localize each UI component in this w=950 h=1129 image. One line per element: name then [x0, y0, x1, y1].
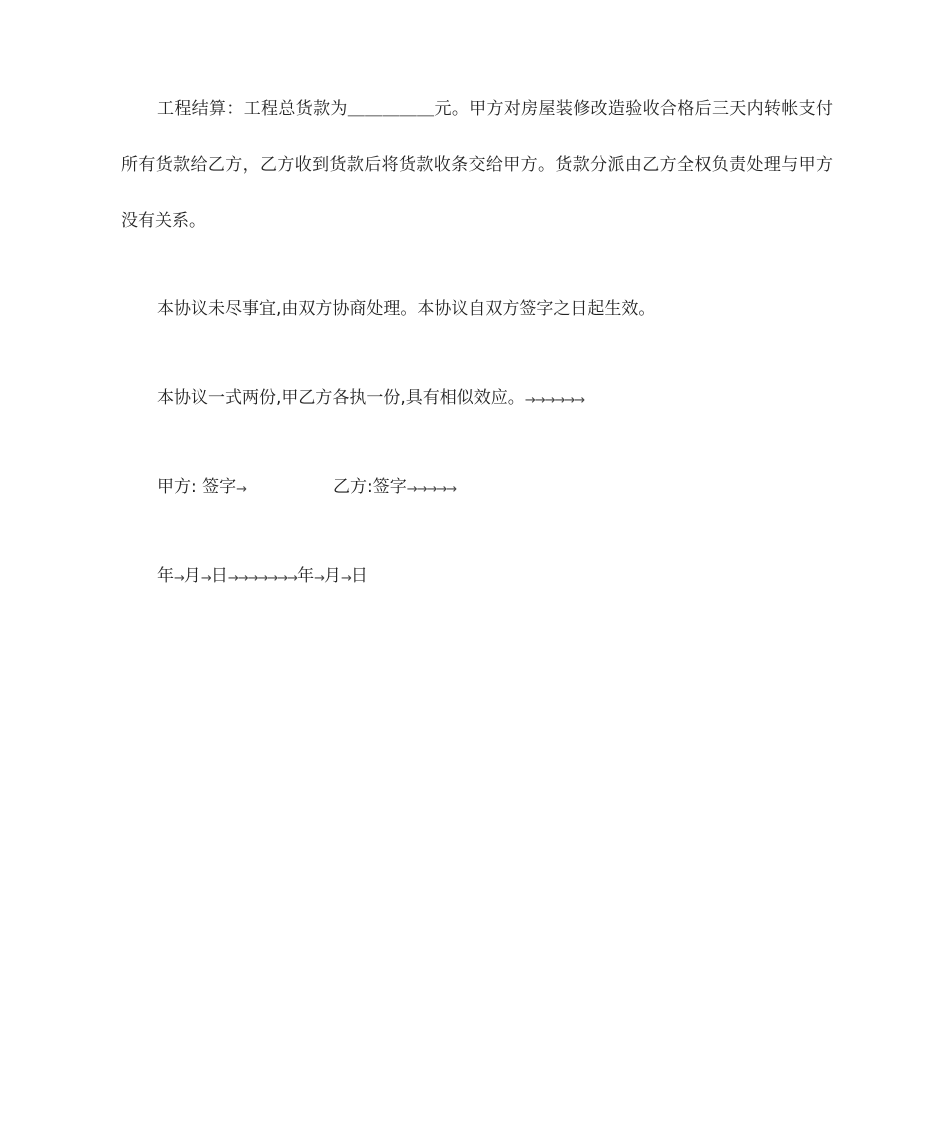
party-b-date-year: 年	[297, 566, 315, 586]
tab-mark: →	[174, 571, 184, 586]
settlement-paragraph: 工程结算：工程总货款为＿＿＿＿＿元。甲方对房屋装修改造验收合格后三天内转帐支付所有货款给乙方，乙方收到货款后将货款收条交给甲方。货款分派由乙方全权负责处理与甲方没有关系。	[121, 99, 833, 231]
party-b-signature	[333, 475, 456, 502]
signature-line	[157, 475, 557, 499]
tab-mark: →	[340, 571, 351, 586]
tab-marks: →→→→→→→	[227, 571, 298, 586]
copies-line	[157, 386, 584, 413]
tab-marks: →→→→→	[406, 482, 457, 497]
party-b-date-month: 月	[323, 566, 341, 586]
party-a-signature-label: 甲方: 签字	[157, 477, 237, 497]
party-a-date-month: 月	[183, 566, 201, 586]
unresolved-matters-line: 本协议未尽事宜,由双方协商处理。本协议自双方签字之日起生效。	[157, 299, 656, 319]
tab-marks: →	[236, 482, 247, 497]
party-b-date-day: 日	[350, 566, 368, 586]
party-a-date-day: 日	[210, 566, 228, 586]
signature-row	[157, 475, 557, 499]
tab-mark: →	[314, 571, 324, 586]
tab-mark: →	[200, 571, 211, 586]
date-line	[157, 564, 368, 591]
tab-marks: →→→→→→	[524, 393, 585, 408]
copies-text: 本协议一式两份,甲乙方各执一份,具有相似效应。	[157, 388, 525, 408]
party-a-date-year: 年	[157, 566, 174, 586]
party-b-signature-label: 乙方:签字	[333, 477, 407, 497]
